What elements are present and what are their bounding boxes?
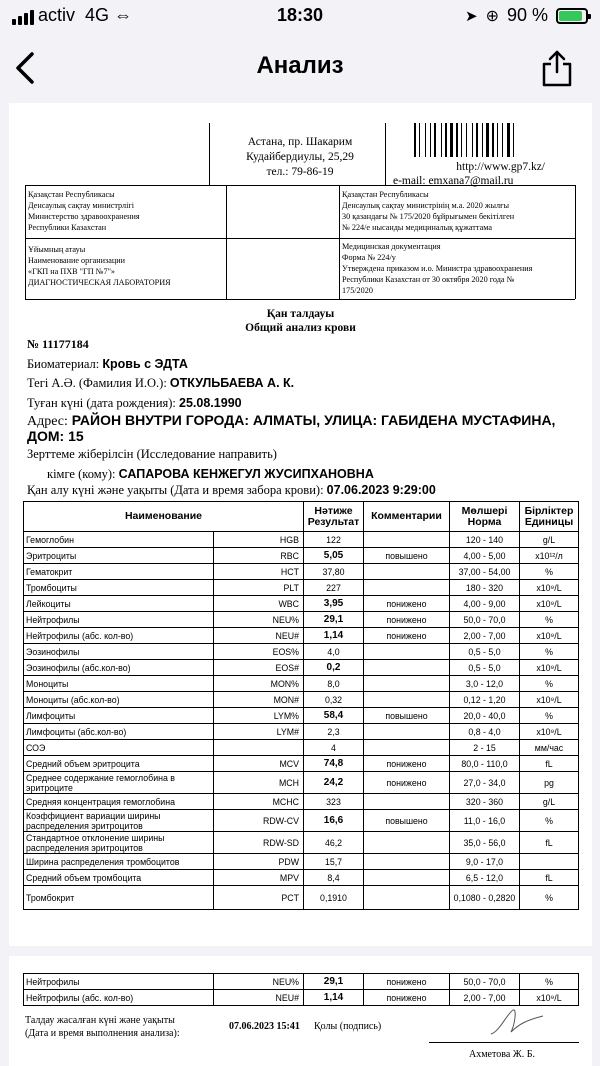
cell-unit: x10⁹/L (520, 724, 579, 740)
cell-result: 5,05 (304, 548, 364, 564)
cell-comment (364, 564, 450, 580)
cell-unit: % (520, 810, 579, 832)
cell-unit: % (520, 974, 579, 990)
cell-unit: pg (520, 772, 579, 794)
cell-norm: 120 - 140 (450, 532, 520, 548)
hotspot-icon: ⇔ (114, 5, 133, 25)
cell-code: WBC (214, 596, 304, 612)
cell-name: Эритроциты (24, 548, 214, 564)
col-header-unit: Бірліктер Единицы (520, 502, 579, 532)
cell-name: Среднее содержание гемоглобина в эритроците (24, 772, 214, 794)
cell-name: Средний объем тромбоцита (24, 870, 214, 886)
dob-field: Туған күні (дата рождения): 25.08.1990 (27, 396, 242, 410)
cell-comment: понижено (364, 596, 450, 612)
cell-comment: понижено (364, 756, 450, 772)
cell-result: 3,95 (304, 596, 364, 612)
cell-code: HCT (214, 564, 304, 580)
cell-code: EOS% (214, 644, 304, 660)
cell-norm: 0,1080 - 0,2820 (450, 886, 520, 910)
cell-code: NEU% (214, 974, 304, 990)
cell-name: СОЭ (24, 740, 214, 756)
cell-result: 4,0 (304, 644, 364, 660)
cell-name: Моноциты (абс.кол-во) (24, 692, 214, 708)
cell-norm: 50,0 - 70,0 (450, 612, 520, 628)
cell-comment (364, 676, 450, 692)
cell-norm: 11,0 - 16,0 (450, 810, 520, 832)
cell-norm: 0,5 - 5,0 (450, 660, 520, 676)
cell-code: PCT (214, 886, 304, 910)
cell-name: Нейтрофилы (24, 612, 214, 628)
cell-comment: понижено (364, 990, 450, 1006)
cell-result: 323 (304, 794, 364, 810)
cell-comment (364, 644, 450, 660)
cell-code: LYM% (214, 708, 304, 724)
cell-code: RBC (214, 548, 304, 564)
lock-rotation-icon: ⊕ (485, 7, 499, 25)
col-header-comment: Комментарии (364, 502, 450, 532)
cell-comment: повышено (364, 810, 450, 832)
cell-unit: g/L (520, 794, 579, 810)
cell-comment (364, 854, 450, 870)
cell-unit: мм/час (520, 740, 579, 756)
col-header-name: Наименование (24, 502, 304, 532)
table-row (24, 756, 579, 772)
cell-norm: 9,0 - 17,0 (450, 854, 520, 870)
org-left-ministry: Қазақстан Республикасы Денсаулық сақтау министрлігі Министерство здравоохранения Республики Казахстан (28, 190, 140, 232)
cell-unit: x10⁹/L (520, 990, 579, 1006)
patient-name-field: Тегі А.Ә. (Фамилия И.О.): ОТКУЛЬБАЕВА А. К. (27, 376, 295, 390)
cell-norm: 3,0 - 12,0 (450, 676, 520, 692)
cell-code: EOS# (214, 660, 304, 676)
org-left-name: Ұйымның атауы Наименование организации «ГКП на ПХВ "ГП №7"» ДИАГНОСТИЧЕСКАЯ ЛАБОРАТОРИЯ (28, 245, 171, 287)
cell-norm: 27,0 - 34,0 (450, 772, 520, 794)
table-row (24, 564, 579, 580)
cell-code: MPV (214, 870, 304, 886)
cell-comment: понижено (364, 772, 450, 794)
org-right-order-kz: Қазақстан Республикасы Денсаулық сақтау министрінің м.а. 2020 жылғы 30 қазандағы № 175/2020 бұйрығымен бекітілген № 224/е нысанды медициналық құжаттама (342, 190, 515, 232)
cell-comment: понижено (364, 628, 450, 644)
col-header-norm: Мөлшері Норма (450, 502, 520, 532)
cell-norm: 320 - 360 (450, 794, 520, 810)
carrier-label: activ 4G ⇔ (38, 5, 133, 25)
cell-result: 4 (304, 740, 364, 756)
cell-comment: понижено (364, 974, 450, 990)
doc-title-kz: Қан талдауы (266, 308, 335, 320)
cell-comment (364, 886, 450, 910)
cell-norm: 6,5 - 12,0 (450, 870, 520, 886)
cell-unit: g/L (520, 532, 579, 548)
nav-bar (0, 36, 600, 100)
cell-comment (364, 870, 450, 886)
cell-name: Ширина распределения тромбоцитов (24, 854, 214, 870)
cell-norm: 2 - 15 (450, 740, 520, 756)
cell-unit: fL (520, 832, 579, 854)
status-bar (0, 0, 600, 36)
doc-number: № 11177184 (27, 337, 89, 351)
location-icon: ➤ (464, 7, 478, 25)
cell-comment (364, 580, 450, 596)
cell-code: NEU# (214, 990, 304, 1006)
clinic-website: http://www.gp7.kz/ (456, 161, 545, 173)
cell-result: 0,1910 (304, 886, 364, 910)
table-row (24, 548, 579, 564)
results-table-continued (23, 973, 579, 1006)
table-row (24, 870, 579, 886)
cell-name: Тромбоциты (24, 580, 214, 596)
table-row (24, 832, 579, 854)
cell-unit: x10⁹/L (520, 660, 579, 676)
cell-name: Лейкоциты (24, 596, 214, 612)
cell-code: RDW-SD (214, 832, 304, 854)
cell-norm: 0,5 - 5,0 (450, 644, 520, 660)
cell-name: Средний объем эритроцита (24, 756, 214, 772)
cell-code: NEU% (214, 612, 304, 628)
cell-result: 1,14 (304, 628, 364, 644)
cell-name: Гематокрит (24, 564, 214, 580)
table-row (24, 810, 579, 832)
cell-name: Тромбокрит (24, 886, 214, 910)
cell-unit: x10⁹/L (520, 596, 579, 612)
cell-norm: 35,0 - 56,0 (450, 832, 520, 854)
doc-title-ru: Общий анализ крови (245, 322, 356, 334)
cell-code: PLT (214, 580, 304, 596)
sent-to-label: Зерттеме жіберілсін (Исследование направить) (27, 447, 277, 461)
cell-name: Лимфоциты (абс.кол-во) (24, 724, 214, 740)
cell-code: LYM# (214, 724, 304, 740)
table-row (24, 708, 579, 724)
cell-norm: 80,0 - 110,0 (450, 756, 520, 772)
cell-result: 1,14 (304, 990, 364, 1006)
cell-comment (364, 724, 450, 740)
cell-result: 0,32 (304, 692, 364, 708)
cell-norm: 4,00 - 9,00 (450, 596, 520, 612)
clinic-email: e-mail: emxana7@mail.ru (393, 175, 514, 187)
cell-unit: fL (520, 870, 579, 886)
cell-result: 24,2 (304, 772, 364, 794)
table-row (24, 772, 579, 794)
org-right-form-ru: Медицинская документация Форма № 224/у Утверждена приказом и.о. Министра здравоохранения Республики Казахстан от 30 октября 2020 года № 175/2020 (342, 242, 533, 295)
cell-result: 46,2 (304, 832, 364, 854)
table-row (24, 794, 579, 810)
cell-code: MON% (214, 676, 304, 692)
cell-name: Нейтрофилы (абс. кол-во) (24, 628, 214, 644)
cell-code: HGB (214, 532, 304, 548)
cell-comment: повышено (364, 708, 450, 724)
cell-result: 29,1 (304, 612, 364, 628)
cell-unit (520, 854, 579, 870)
cell-code: PDW (214, 854, 304, 870)
battery-percent: 90 % (506, 5, 548, 25)
cell-comment (364, 692, 450, 708)
cell-result: 122 (304, 532, 364, 548)
cell-comment (364, 740, 450, 756)
cell-result: 2,3 (304, 724, 364, 740)
clock: 18:30 (276, 5, 324, 25)
cell-result: 0,2 (304, 660, 364, 676)
done-time: 07.06.2023 15:41 (229, 1021, 300, 1032)
table-row (24, 612, 579, 628)
cell-unit: fL (520, 756, 579, 772)
cell-norm: 50,0 - 70,0 (450, 974, 520, 990)
cell-result: 58,4 (304, 708, 364, 724)
cell-norm: 0,8 - 4,0 (450, 724, 520, 740)
cell-name: Эозинофилы (24, 644, 214, 660)
cell-name: Лимфоциты (24, 708, 214, 724)
signature-scribble (487, 1004, 547, 1040)
cell-code: NEU# (214, 628, 304, 644)
recipient-field: кімге (кому): САПАРОВА КЕНЖЕГУЛ ЖУСИПХАНОВНА (47, 467, 374, 481)
cell-unit: % (520, 612, 579, 628)
address-field: Адрес: РАЙОН ВНУТРИ ГОРОДА: АЛМАТЫ, УЛИЦА: ГАБИДЕНА МУСТАФИНА, ДОМ: 15 (27, 412, 556, 444)
cell-code: MCHC (214, 794, 304, 810)
cell-result: 8,0 (304, 676, 364, 692)
table-row (24, 532, 579, 548)
document-page[interactable] (9, 103, 592, 946)
cell-name: Моноциты (24, 676, 214, 692)
table-row (24, 974, 579, 990)
cell-code: RDW-CV (214, 810, 304, 832)
cell-comment (364, 832, 450, 854)
table-row (24, 596, 579, 612)
cell-unit: % (520, 564, 579, 580)
results-table (23, 501, 579, 910)
table-row (24, 740, 579, 756)
cell-comment: повышено (364, 548, 450, 564)
cell-comment (364, 532, 450, 548)
table-row (24, 580, 579, 596)
cell-result: 37,80 (304, 564, 364, 580)
cell-unit: x10⁹/L (520, 580, 579, 596)
cell-result: 16,6 (304, 810, 364, 832)
table-row (24, 692, 579, 708)
table-row (24, 676, 579, 692)
table-row (24, 854, 579, 870)
cell-code: MON# (214, 692, 304, 708)
cell-result: 15,7 (304, 854, 364, 870)
cell-unit: x10¹²/л (520, 548, 579, 564)
battery-icon (556, 8, 588, 24)
cell-comment: понижено (364, 612, 450, 628)
cell-unit: % (520, 676, 579, 692)
sample-time-field: Қан алу күні және уақыты (Дата и время забора крови): 07.06.2023 9:29:00 (27, 483, 436, 497)
biomaterial-field: Биоматериал: Кровь с ЭДТА (27, 357, 188, 371)
table-row (24, 886, 579, 910)
col-header-result: Нәтиже Результат (304, 502, 364, 532)
cell-unit: % (520, 886, 579, 910)
clinic-address: Астана, пр. Шакарим Кудайбердиулы, 25,29 тел.: 79-86-19 (246, 136, 354, 178)
table-row (24, 644, 579, 660)
table-row (24, 628, 579, 644)
document-page-2[interactable] (9, 956, 592, 1066)
cell-unit: % (520, 708, 579, 724)
share-icon[interactable] (540, 48, 574, 88)
cell-result: 74,8 (304, 756, 364, 772)
cell-name: Стандартное отклонение ширины распределения эритроцитов (24, 832, 214, 854)
cell-name: Нейтрофилы (24, 974, 214, 990)
cell-norm: 2,00 - 7,00 (450, 628, 520, 644)
table-row (24, 660, 579, 676)
cell-result: 8,4 (304, 870, 364, 886)
cell-comment (364, 794, 450, 810)
cell-norm: 4,00 - 5,00 (450, 548, 520, 564)
cell-code: MCH (214, 772, 304, 794)
cell-norm: 37,00 - 54,00 (450, 564, 520, 580)
page-title: Анализ (256, 52, 344, 79)
cell-name: Средняя концентрация гемоглобина (24, 794, 214, 810)
cell-name: Нейтрофилы (абс. кол-во) (24, 990, 214, 1006)
cell-code (214, 740, 304, 756)
cell-norm: 0,12 - 1,20 (450, 692, 520, 708)
cell-norm: 2,00 - 7,00 (450, 990, 520, 1006)
done-label: Талдау жасалған күні және уақыты (Дата и время выполнения анализа): (25, 1015, 180, 1039)
signer-name: Ахметова Ж. Б. (469, 1049, 535, 1060)
cell-name: Эозинофилы (абс.кол-во) (24, 660, 214, 676)
cell-result: 227 (304, 580, 364, 596)
cell-norm: 20,0 - 40,0 (450, 708, 520, 724)
cell-result: 29,1 (304, 974, 364, 990)
cell-unit: % (520, 644, 579, 660)
cell-code: MCV (214, 756, 304, 772)
cell-unit: x10⁹/L (520, 628, 579, 644)
cell-comment (364, 660, 450, 676)
cell-norm: 180 - 320 (450, 580, 520, 596)
signature-label: Қолы (подпись) (314, 1021, 382, 1032)
cell-unit: x10⁹/L (520, 692, 579, 708)
table-row (24, 724, 579, 740)
barcode (414, 123, 550, 157)
cell-name: Гемоглобин (24, 532, 214, 548)
cell-name: Коэффициент вариации ширины распределения эритроцитов (24, 810, 214, 832)
